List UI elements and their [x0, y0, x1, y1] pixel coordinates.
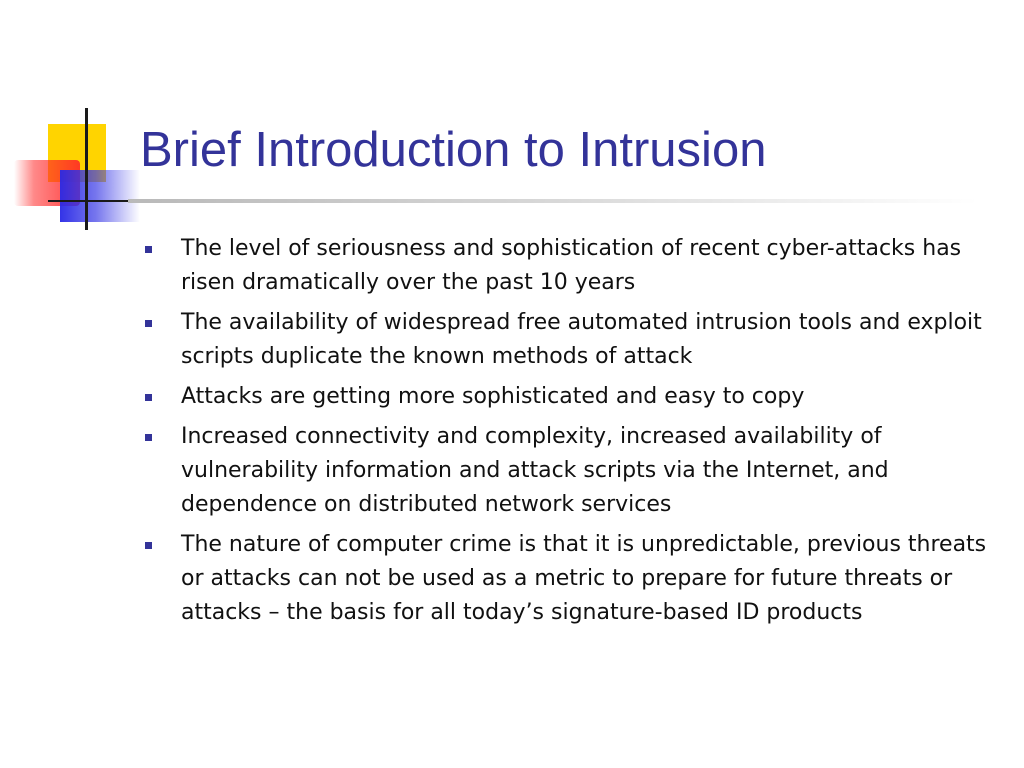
bullet-text: The level of seriousness and sophistication of recent cyber-attacks has risen dramatically over the past 10 years — [181, 236, 962, 295]
bullet-item — [145, 306, 995, 374]
bullet-item — [145, 380, 995, 414]
bullet-text: The availability of widespread free automated intrusion tools and exploit scripts duplicate the known methods of attack — [181, 310, 982, 369]
bullet-square-icon — [145, 320, 152, 327]
bullet-text: Increased connectivity and complexity, increased availability of vulnerability information and attack scripts via the Internet, and dependence on distributed network services — [181, 424, 889, 517]
bullet-square-icon — [145, 434, 152, 441]
vertical-line — [85, 108, 88, 230]
bullet-list — [145, 232, 995, 636]
horizontal-line — [48, 200, 128, 202]
bullet-square-icon — [145, 394, 152, 401]
bullet-text: The nature of computer crime is that it is unpredictable, previous threats or attacks can not be used as a metric to prepare for future threats or attacks – the basis for all today’s signature-based ID products — [181, 532, 987, 625]
bullet-square-icon — [145, 246, 152, 253]
blue-gradient-shape — [60, 170, 140, 222]
title-divider — [128, 199, 978, 203]
decorative-logo-graphic — [0, 0, 150, 240]
bullet-item — [145, 420, 995, 522]
bullet-square-icon — [145, 542, 152, 549]
bullet-item — [145, 528, 995, 630]
bullet-text: Attacks are getting more sophisticated and easy to copy — [181, 384, 805, 409]
bullet-item — [145, 232, 995, 300]
slide-title: Brief Introduction to Intrusion — [140, 123, 767, 177]
